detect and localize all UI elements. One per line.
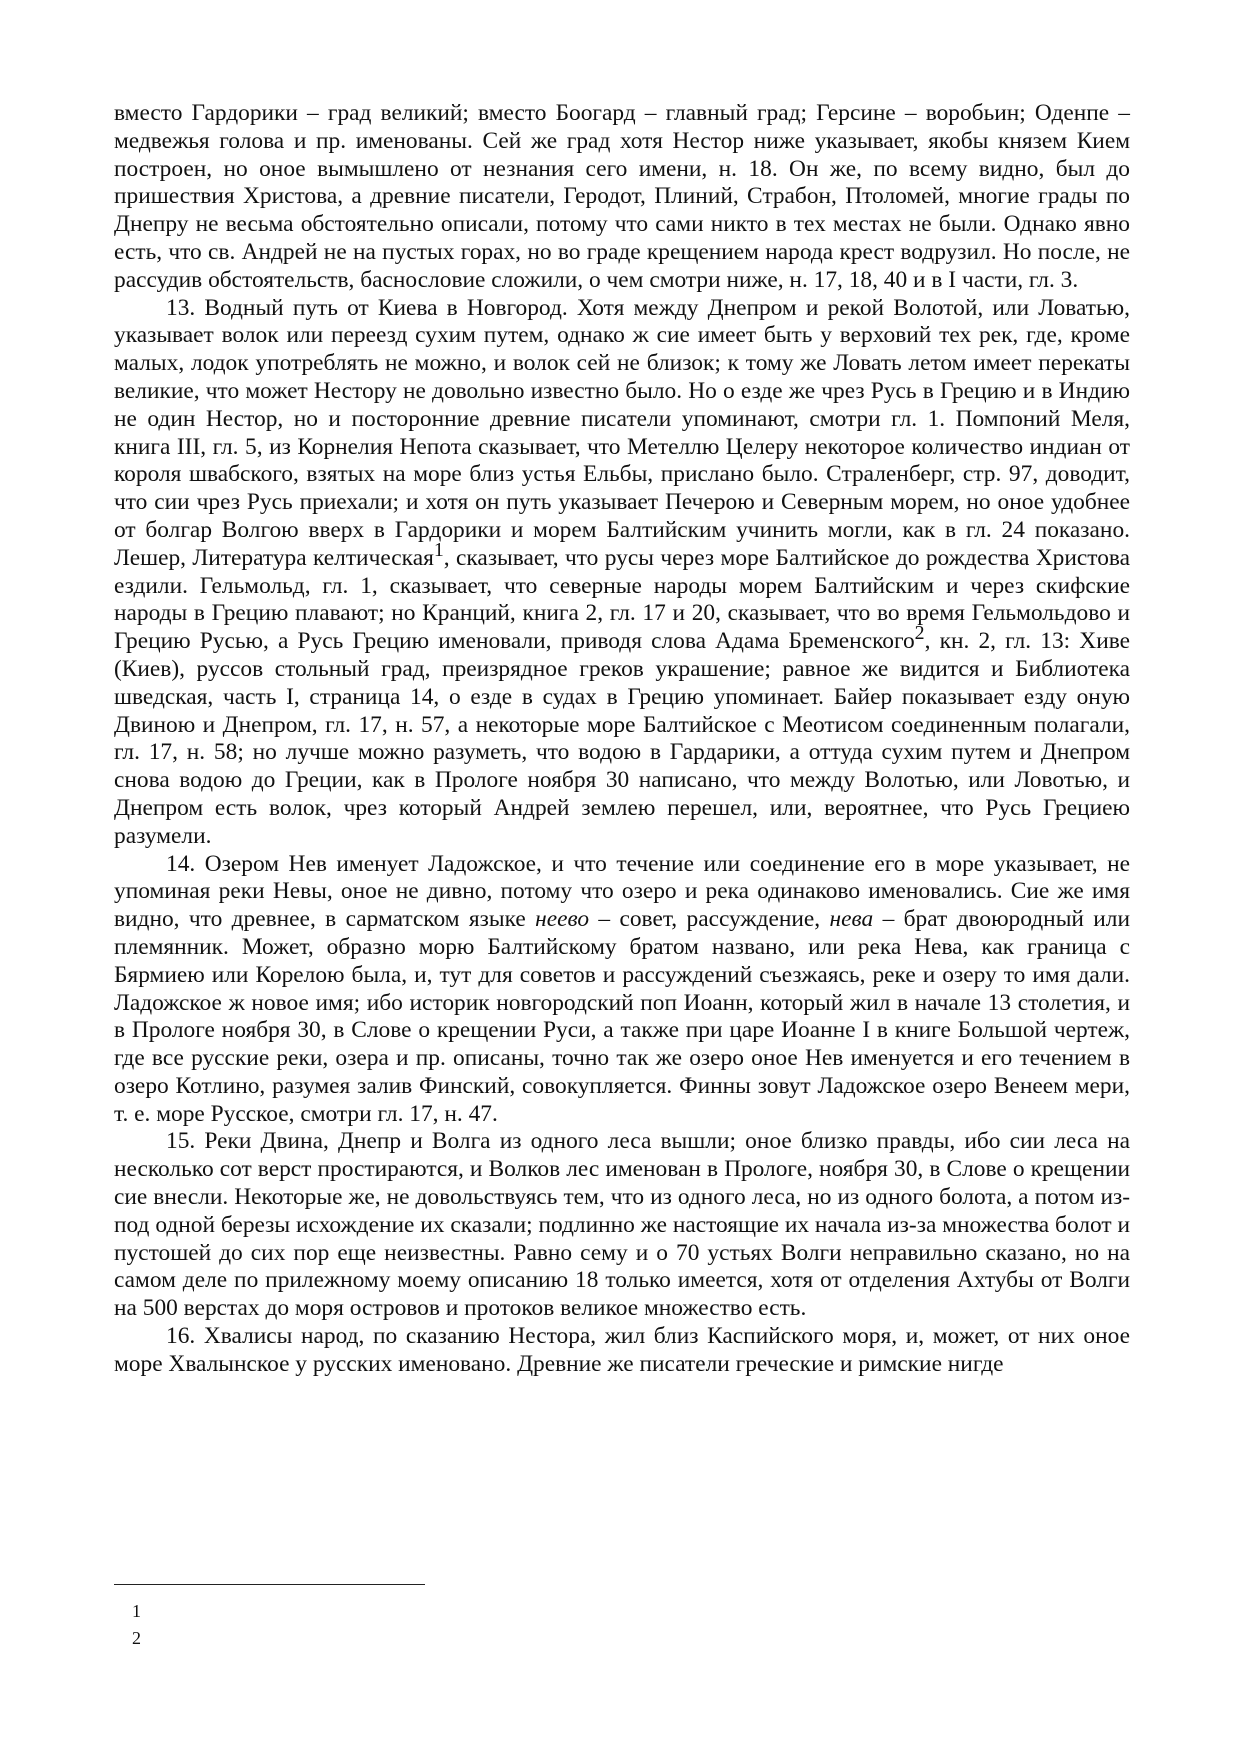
paragraph-13-text-1: 13. Водный путь от Киева в Новгород. Хотя между Днепром и рекой Волотой, или Ловатью, указывает волок или переезд сухим путем, однако ж сие имеет быть у верховий тех рек, где, кроме малых, лодок употреблять не можно, и волок сей не близок; к тому же Ловать летом имеет перекаты великие, что может Нестору не довольно известно было. Но о езде же чрез Русь в Грецию и в Индию не один Нестор, но и посторонние древние писатели упоминают, смотри гл. 1. Помпоний Меля, книга III, гл. 5, из Корнелия Непота сказывает, что Метеллю Целеру некоторое количество индиан от короля швабского, взятых на море близ устья Ельбы, прислано было. Страленберг, стр. 97, доводит, что сии чрез Русь приехали; и хотя он путь указывает Печерою и Северным морем, но оное удобнее от болгар Волгою вверх в Гардорики и морем Балтийским учинить могли, как в гл. 24 показано. Лешер, Литература келтическая (114, 294, 1130, 571)
paragraph-14-text-1: 14. Озером Нев именует Ладожское, и что течение или соединение его в море указывает, не упоминая реки Невы, оное не дивно, потому что озеро и река одинаково именовались. Сие же имя видно, что древнее, в сарматском языке (114, 850, 1130, 933)
footnote-ref-2[interactable]: 2 (914, 622, 925, 645)
footnote-1: 1 (132, 1601, 141, 1621)
paragraph-13-text-2: , сказывает, что русы через море Балтийское до рождества Христова ездили. Гельмольд, гл. 1, сказывает, что северные народы морем Балтийским и через скифские народы в Грецию плавают; но Кранций, книга 2, гл. 17 и 20, сказывает, что во время Гельмольдово и Грецию Русью, а Русь Грецию именовали, приводя слова Адама Бременского (114, 544, 1131, 655)
term-neva: нева (829, 906, 874, 933)
paragraph-15: 15. Реки Двина, Днепр и Волга из одного леса вышли; оное близко правды, ибо сии леса на несколько сот верст простираются, и Волков лес именован в Прологе, ноября 30, в Слове о крещении сие внесли. Некоторые же, не довольствуясь тем, что из одного леса, но из одного болота, а потом из-под одной березы исхождение их сказали; подлинно же настоящие их начала из-за множества болот и пустошей до сих пор еще неизвестны. Равно сему и о 70 устьях Волги неправильно сказано, но на самом деле по прилежному моему описанию 18 только имеется, хотя от отделения Ахтубы от Волги на 500 верстах до моря островов и протоков великое множество есть. (114, 1128, 1130, 1322)
paragraph-14-text-2: – совет, рассуждение, (589, 906, 830, 933)
paragraph-14-text-3: – брат двоюродный или племянник. Может, образно морю Балтийскому братом названо, или река Нева, как граница с Бярмиею или Корелою была, и, тут для советов и рассуждений съезжаясь, реке и озеру то имя дали. Ладожское ж новое имя; ибо историк новгородский поп Иоанн, который жил в начале 13 столетия, и в Прологе ноября 30, в Слове о крещении Руси, а также при царе Иоанне I в книге Большой чертеж, где все русские реки, озера и пр. описаны, точно так же озеро оное Нев именуется и его течением в озеро Котлино, разумея залив Финский, совокупляется. Финны зовут Ладожское озеро Венеем мери, т. е. море Русское, смотри гл. 17, н. 47. (114, 906, 1130, 1127)
footnote-separator (114, 1584, 425, 1585)
paragraph-13 (114, 295, 1130, 851)
paragraph-intro-continuation: вместо Гардорики – град великий; вместо Боогард – главный град; Герсине – воробьин; Оденпе – медвежья голова и пр. именованы. Сей же град хотя Нестор ниже указывает, якобы князем Кием построен, но оное вымышлено от незнания сего имени, н. 18. Он же, по всему видно, был до пришествия Христова, а древние писатели, Геродот, Плиний, Страбон, Птоломей, многие грады по Днепру не весьма обстоятельно описали, потому что сами никто в тех местах не были. Однако явно есть, что св. Андрей не на пустых горах, но во граде крещением народа крест водрузил. Но после, не рассудив обстоятельств, баснословие сложили, о чем смотри ниже, н. 17, 18, 40 и в I части, гл. 3. (114, 100, 1130, 293)
footnote-2: 2 (132, 1628, 141, 1648)
page-body (114, 100, 1130, 1379)
paragraph-14 (114, 851, 1130, 1129)
paragraph-16: 16. Хвалисы народ, по сказанию Нестора, жил близ Каспийского моря, и, может, от них оное море Хвалынское у русских именовано. Древние же писатели греческие и римские нигде (114, 1323, 1130, 1377)
footnote-ref-1[interactable]: 1 (433, 538, 444, 561)
term-neevo: неево (535, 906, 590, 933)
footnotes (132, 1598, 141, 1652)
paragraph-13-text-3: , кн. 2, гл. 13: Хиве (Киев), руссов стольный град, преизрядное греков украшение; равное же видится и Библиотека шведская, часть I, страница 14, о езде в судах в Грецию упоминает. Байер показывает езду оную Двиною и Днепром, гл. 17, н. 57, а некоторые море Балтийское с Меотисом соединенным полагали, гл. 17, н. 58; но лучше можно разуметь, что водою в Гардарики, а оттуда сухим путем и Днепром снова водою до Греции, как в Прологе ноября 30 написано, что между Волотью, или Ловотью, и Днепром есть волок, чрез который Андрей землею перешел, или, вероятнее, что Русь Грециею разумели. (114, 628, 1131, 849)
